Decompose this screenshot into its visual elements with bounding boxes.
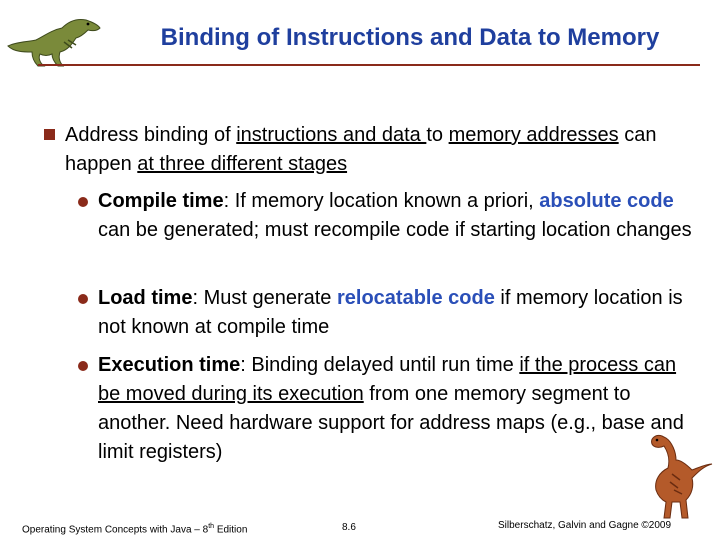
dinosaur-mascot-icon <box>636 430 714 522</box>
sub-bullet-compile-time <box>78 187 698 245</box>
round-bullet-icon <box>78 361 88 371</box>
text-run: from one memory segment to another. Need hardware support for address maps (e.g., base and limit registers) <box>98 383 684 463</box>
square-bullet-icon <box>44 129 55 140</box>
footer-book-title <box>22 523 247 535</box>
round-bullet-icon <box>78 294 88 304</box>
term-label: Compile time <box>98 190 224 212</box>
title-divider <box>38 64 700 66</box>
text-run: can be generated; must recompile code if starting location changes <box>98 219 692 241</box>
sub-bullet-text <box>98 351 698 467</box>
highlighted-term: relocatable code <box>336 287 495 309</box>
footer-text: Edition <box>214 524 248 536</box>
text-run: if memory location is not known at compile time <box>98 287 683 338</box>
text-run: : If memory location known a priori, <box>223 190 540 212</box>
main-bullet <box>44 121 684 179</box>
sub-bullet-load-time <box>78 284 698 342</box>
footer-copyright: Silberschatz, Galvin and Gagne ©2009 <box>498 520 672 531</box>
term-label: Load time <box>98 287 193 309</box>
round-bullet-icon <box>78 197 88 207</box>
text-run: can happen <box>65 124 657 175</box>
slide-title: Binding of Instructions and Data to Memory <box>160 24 660 51</box>
text-run: : Binding delayed until run time <box>240 354 520 376</box>
footer-superscript: th <box>208 523 215 530</box>
sub-bullet-text <box>98 187 698 245</box>
footer-text: Operating System Concepts with Java – 8 <box>22 524 209 536</box>
text-run: to <box>426 124 449 146</box>
term-label: Execution time <box>98 354 241 376</box>
sub-bullet-text <box>98 284 698 342</box>
text-run: : Must generate <box>192 287 337 309</box>
main-bullet-text <box>65 121 684 179</box>
page-number: 8.6 <box>342 522 356 533</box>
underlined-text: at three different stages <box>137 153 348 175</box>
underlined-text: memory addresses <box>448 124 619 146</box>
underlined-text: if the process can be moved during its execution <box>98 354 677 405</box>
highlighted-term: absolute code <box>539 190 674 212</box>
underlined-text: instructions and data <box>236 124 427 146</box>
dinosaur-logo-icon <box>2 12 102 68</box>
text-run: Address binding of <box>65 124 237 146</box>
sub-bullet-execution-time <box>78 351 698 467</box>
